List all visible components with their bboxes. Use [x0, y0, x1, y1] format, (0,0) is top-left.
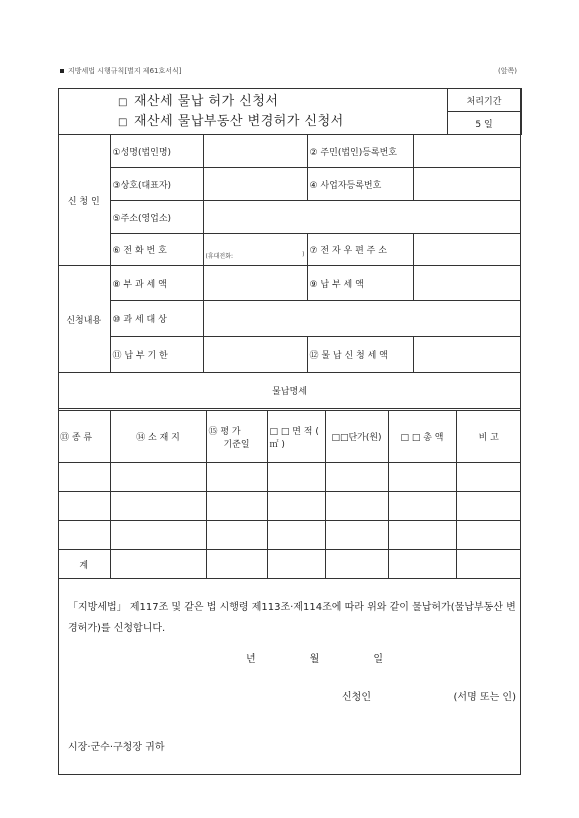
table-cell[interactable] [206, 550, 267, 579]
declaration-text: 「지방세법」 제117조 및 같은 법 시행령 제113조·제114조에 따라 위와 같이 물납허가(물납부동산 변경허가)를 신청합니다. [68, 602, 516, 634]
col-eval [206, 411, 267, 463]
phone-label: ⑥ 전 화 번 호 [110, 234, 203, 266]
table-cell[interactable] [267, 550, 325, 579]
company-field[interactable] [203, 168, 307, 201]
table-cell[interactable] [388, 463, 456, 492]
tax-amount-label: ⑧ 부 과 세 액 [110, 266, 203, 301]
pay-amount-label: ⑨ 납 부 세 액 [307, 266, 413, 301]
title-cell [58, 89, 447, 135]
table-cell[interactable] [206, 463, 267, 492]
address-field[interactable] [203, 201, 521, 234]
postal-label: ⑦ 전 자 우 편 주 소 [307, 234, 413, 266]
form-reference-text: 지방세법 시행규칙[별지 제61호서식] [68, 67, 182, 75]
postal-field[interactable] [413, 234, 521, 266]
table-cell[interactable] [58, 521, 110, 550]
total-row [58, 550, 521, 579]
applicant-sign-label: 신청인 [342, 692, 371, 703]
table-cell[interactable] [206, 521, 267, 550]
title-line-1 [60, 92, 445, 112]
applicant-table [58, 134, 521, 409]
deadline-field[interactable] [203, 337, 307, 373]
form-reference [60, 66, 182, 76]
table-cell[interactable] [325, 521, 388, 550]
title-change-permit: 재산세 물납부동산 변경허가 신청서 [133, 113, 344, 129]
col-eval-line1: ⑮ 평 가 [208, 426, 241, 437]
table-cell[interactable] [110, 550, 206, 579]
col-area: □ □ 면 적 ( ㎡ ) [267, 411, 325, 463]
table-cell[interactable] [456, 521, 521, 550]
signature-field[interactable]: (서명 또는 인) [453, 692, 516, 703]
mobile-close: ) [302, 251, 305, 258]
table-row [58, 463, 521, 492]
table-cell[interactable] [456, 463, 521, 492]
table-cell[interactable] [267, 463, 325, 492]
table-cell[interactable] [456, 550, 521, 579]
table-cell[interactable] [110, 521, 206, 550]
bullet-icon [60, 69, 64, 73]
date-month: 월 [309, 654, 320, 665]
request-section-label: 신청내용 [58, 266, 110, 373]
details-table [58, 410, 521, 579]
business-no-label: ④ 사업자등록번호 [307, 168, 413, 201]
col-note: 비 고 [456, 411, 521, 463]
table-cell[interactable] [325, 492, 388, 521]
col-total: □ □ 총 액 [388, 411, 456, 463]
processing-period-label: 처리기간 [447, 89, 521, 112]
title-line-2 [60, 112, 445, 132]
checkbox-icon: □ [118, 116, 128, 128]
date-day: 일 [373, 654, 384, 665]
address-label: ⑤주소(영업소) [110, 201, 203, 234]
table-row [58, 492, 521, 521]
col-eval-line2: 기준일 [223, 439, 250, 450]
table-row [58, 521, 521, 550]
name-field[interactable] [203, 135, 307, 168]
name-label: ①성명(법인명) [110, 135, 203, 168]
table-cell[interactable] [325, 550, 388, 579]
date-year: 년 [246, 654, 256, 665]
phone-field[interactable] [203, 234, 307, 266]
table-cell[interactable] [388, 521, 456, 550]
recipient-line: 시장·군수·구청장 귀하 [68, 742, 165, 753]
pay-amount-field[interactable] [413, 266, 521, 301]
table-cell[interactable] [456, 492, 521, 521]
title-table [58, 88, 522, 135]
request-amount-field[interactable] [413, 337, 521, 373]
checkbox-icon: □ [118, 96, 128, 108]
request-amount-label: ⑫ 물 납 신 청 세 액 [307, 337, 413, 373]
deadline-label: ⑪ 납 부 기 한 [110, 337, 203, 373]
col-type: ⑬ 종 류 [58, 411, 110, 463]
tax-amount-field[interactable] [203, 266, 307, 301]
tax-target-field[interactable] [203, 301, 521, 337]
table-cell[interactable] [388, 550, 456, 579]
resident-no-label: ② 주민(법인)등록번호 [307, 135, 413, 168]
col-unit-price: □□단가(원) [325, 411, 388, 463]
business-no-field[interactable] [413, 168, 521, 201]
company-label: ③상호(대표자) [110, 168, 203, 201]
col-location: ⑭ 소 재 지 [110, 411, 206, 463]
tax-target-label: ⑩ 과 세 대 상 [110, 301, 203, 337]
table-cell[interactable] [110, 492, 206, 521]
total-label: 계 [58, 550, 110, 579]
table-cell[interactable] [267, 521, 325, 550]
title-permit: 재산세 물납 허가 신청서 [133, 93, 279, 109]
resident-no-field[interactable] [413, 135, 521, 168]
page-side-label: (앞쪽) [498, 67, 517, 75]
table-cell[interactable] [58, 463, 110, 492]
table-cell[interactable] [58, 492, 110, 521]
table-cell[interactable] [267, 492, 325, 521]
mobile-hint: (휴대전화: [205, 253, 234, 260]
applicant-section-label: 신 청 인 [58, 135, 110, 266]
processing-period-value: 5 일 [447, 112, 521, 135]
date-line [246, 650, 383, 665]
table-cell[interactable] [206, 492, 267, 521]
table-cell[interactable] [110, 463, 206, 492]
table-cell[interactable] [325, 463, 388, 492]
details-heading: 물납명세 [58, 373, 521, 409]
table-cell[interactable] [388, 492, 456, 521]
